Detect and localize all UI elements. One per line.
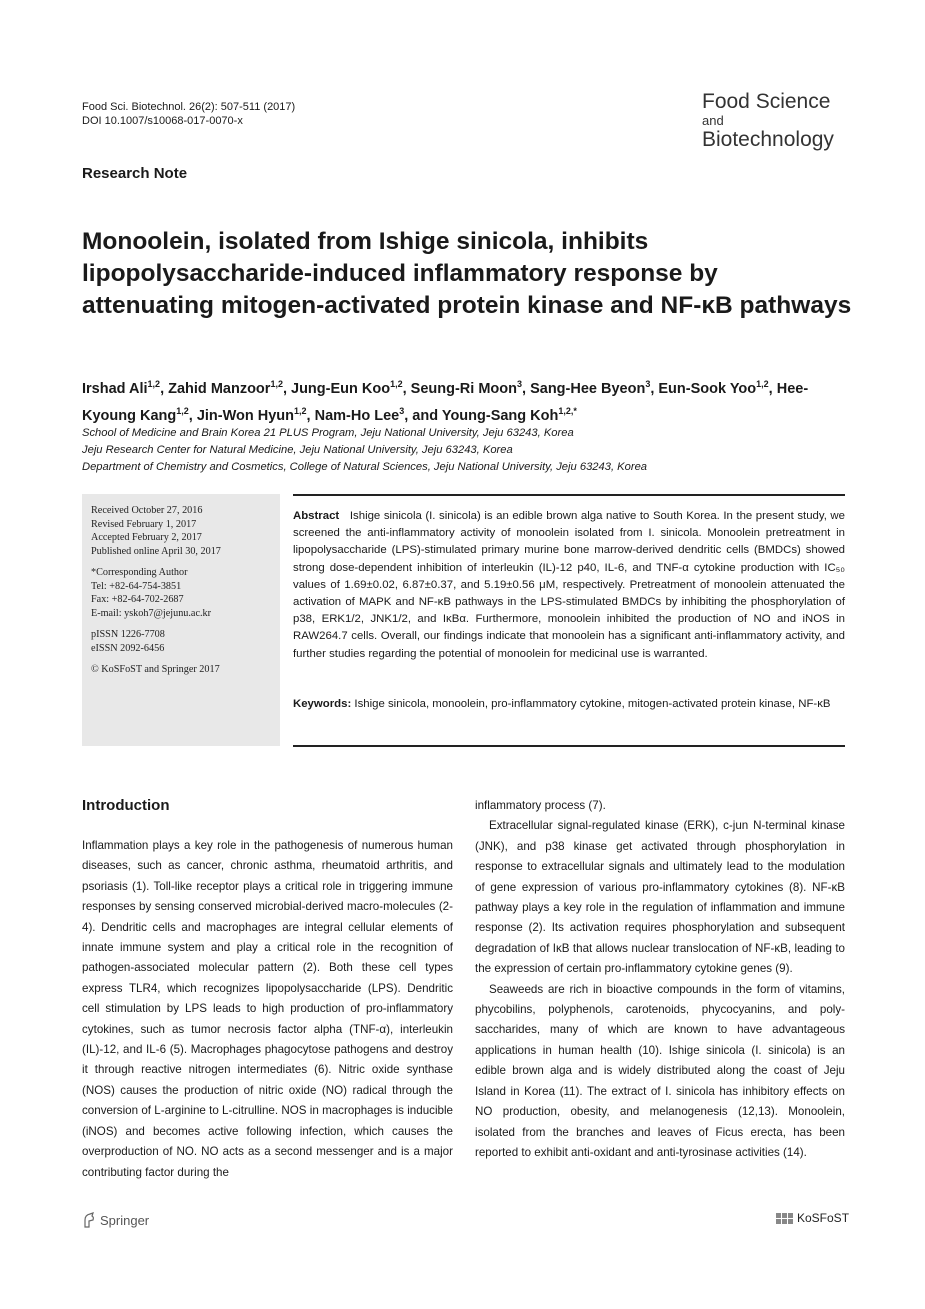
springer-label: Springer	[100, 1212, 150, 1228]
fax: Fax: +82-64-702-2687	[91, 594, 184, 605]
author-name: Jung-Eun Koo	[291, 380, 391, 397]
intro-right-column	[475, 796, 845, 1163]
author-affiliation-mark: 3	[645, 379, 651, 389]
abstract-label: Abstract	[293, 510, 340, 522]
author-name: Irshad Ali	[82, 380, 148, 397]
author-name: Nam-Ho Lee	[314, 407, 400, 424]
author	[411, 381, 522, 397]
author	[314, 405, 405, 424]
author	[291, 381, 403, 397]
author-affiliation-mark: 1,2	[294, 405, 307, 416]
introduction-heading: Introduction	[82, 797, 170, 814]
citation-doi: DOI 10.1007/s10068-017-0070-x	[82, 115, 243, 127]
springer-logo	[82, 1212, 149, 1228]
affiliation-3: Department of Chemistry and Cosmetics, College of Natural Sciences, Jeju National University, Jeju 63243, Korea	[82, 461, 648, 473]
author-list: Irshad Ali$^{1,2}$, Zahid Manzoor$^{1,2}$, Jung-Eun Koo$^{1,2}$, Seung-Ri Moon$^3$, Sang-Hee Byeon$^3$, Eun-Sook Yoo$^{1,2}$, Hee-Kyoung Kang$^{1,2}$, Jin-Won Hyun$^{1,2}$, Nam-Ho Lee$^3$, and Young-Sang Koh$^{1,2,*}$	[82, 379, 809, 424]
kosfost-dots-icon	[776, 1213, 793, 1224]
affiliation-1: School of Medicine and Brain Korea 21 PLUS Program, Jeju National University, Jeju 63243, Korea	[82, 427, 574, 439]
intro-left-column	[82, 836, 453, 1183]
author-affiliation-mark: 1,2	[176, 405, 189, 416]
author-name: Jin-Won Hyun	[196, 407, 295, 424]
author	[530, 381, 650, 397]
copyright: © KoSFoST and Springer 2017	[91, 664, 220, 675]
author-name: Sang-Hee Byeon	[530, 380, 646, 397]
author	[196, 405, 307, 424]
affiliations	[82, 425, 852, 476]
citation-journal: Food Sci. Biotechnol. 26(2): 507-511 (2017)	[82, 101, 296, 113]
author	[168, 381, 283, 397]
kosfost-logo	[776, 1211, 849, 1225]
keywords	[293, 696, 845, 713]
author-affiliation-mark: 1,2,*	[558, 405, 577, 416]
email: E-mail: yskoh7@jejunu.ac.kr	[91, 607, 212, 619]
author-name: Young-Sang Koh	[441, 407, 559, 424]
revised-date: Revised February 1, 2017	[91, 518, 197, 530]
article-info-box	[82, 494, 280, 746]
author-name: Seung-Ri Moon	[410, 380, 517, 397]
section-label: Research Note	[82, 165, 188, 182]
accepted-date: Accepted February 2, 2017	[91, 532, 202, 543]
intro-paragraph-continued: inflammatory process (7).	[475, 799, 606, 812]
corresponding-author-label: *Corresponding Author	[91, 567, 188, 578]
author-name: Hee-Kyoung Kang	[82, 380, 809, 424]
author-name: Zahid Manzoor	[168, 380, 271, 397]
abstract-top-rule	[293, 494, 845, 496]
article-title: Monoolein, isolated from Ishige sinicola, inhibits lipopolysaccharide-induced inflammatory response by attenuating mitogen-activated protein kinase and NF-κB pathways	[82, 228, 852, 319]
author-affiliation-mark: 1,2	[147, 379, 161, 389]
affiliation-2: Jeju Research Center for Natural Medicine, Jeju National University, Jeju 63243, Korea	[82, 444, 513, 456]
intro-paragraph-1: Inflammation plays a key role in the pathogenesis of numerous human diseases, such as cancer, chronic asthma, rheumatoid arthritis, and psoriasis (1). Toll-like receptor plays a critical role in triggering immune responses by sensing conserved microbial-derived macro-molecules (2-4). Dendritic cells and macrophages are integral cellular elements of innate immune system and play a critical role in the recognition of pathogen-associated molecular pattern (2). Both these cell types express TLR4, which recognizes lipopolysaccharide (LPS). Dendritic cell stimulation by LPS leads to high production of pro-inflammatory cytokines, such as tumor necrosis factor alpha (TNF-α), interleukin (IL)-12, and IL-6 (5). Macrophages phagocytose pathogens and destroy it through reactive nitrogen intermediates (6). Nitric oxide synthase (NOS) causes the production of nitric oxide (NO) radical through the conversion of L-arginine to L-citrulline. NOS in macrophages is inducible (iNOS) and becomes active following infection, which causes the overproduction of NO. NO acts as a second messenger and is a major contributing factor during the	[82, 839, 453, 1179]
eissn: eISSN 2092-6456	[91, 642, 165, 654]
intro-paragraph-2: Extracellular signal-regulated kinase (ERK), c-jun N-terminal kinase (JNK), and p38 kinase get activated through phosphorylation in response to extracellular signals and ultimately lead to the modulation of gene expression of various pro-inflammatory cytokines (8). NF-κB pathway plays a key role in the regulation of inflammation and immune response (2). Its activation requires phosphorylation and subsequent degradation of IκB that allows nuclear translocation of NF-κB, leading to the expression of certain pro-inflammatory cytokine genes (9).	[475, 819, 845, 976]
journal-logo-line1: Food Science	[702, 90, 831, 113]
abstract	[293, 508, 845, 663]
author-affiliation-mark: 3	[517, 379, 523, 389]
author	[441, 405, 577, 424]
author	[82, 381, 160, 397]
author	[658, 381, 768, 397]
author-affiliation-mark: 1,2	[756, 379, 769, 389]
author-name: Eun-Sook Yoo	[658, 380, 757, 397]
kosfost-label: KoSFoST	[797, 1211, 850, 1225]
keywords-label: Keywords:	[293, 698, 352, 710]
citation-block	[82, 100, 295, 128]
springer-horse-icon	[82, 1212, 96, 1228]
abstract-bottom-rule	[293, 745, 845, 747]
intro-paragraph-3: Seaweeds are rich in bioactive compounds in the form of vitamins, phycobilins, polyphenols, carotenoids, phycocyanins, and poly-saccharides, many of which are known to have advantageous applications in human health (10). Ishige sinicola (I. sinicola) is an edible brown alga and is widely distributed along the coast of Jeju Island in Korea (11). The extract of I. sinicola has inhibitory effects on NO production, obesity, and melanogenesis (12,13). Monoolein, isolated from the branches and leaves of Ficus erecta, has been reported to exhibit anti-oxidant and anti-tyrosinase activities (14).	[475, 982, 845, 1159]
keywords-text: Ishige sinicola, monoolein, pro-inflammatory cytokine, mitogen-activated protein kinase, NF-κB	[354, 698, 831, 710]
journal-logo-line3: Biotechnology	[702, 128, 834, 151]
author-affiliation-mark: 3	[399, 405, 405, 416]
journal-logo	[702, 90, 852, 152]
author-affiliation-mark: 1,2	[390, 379, 403, 389]
tel: Tel: +82-64-754-3851	[91, 580, 182, 592]
published-date: Published online April 30, 2017	[91, 545, 221, 557]
author-affiliation-mark: 1,2	[270, 379, 283, 389]
received-date: Received October 27, 2016	[91, 505, 203, 516]
pissn: pISSN 1226-7708	[91, 629, 165, 640]
journal-logo-line2: and	[702, 113, 724, 128]
abstract-text: Ishige sinicola (I. sinicola) is an edible brown alga native to South Korea. In the present study, we screened the anti-inflammatory activity of monoolein isolated from I. sinicola. Monoolein pretreatment in lipopolysaccharide (LPS)-stimulated primary murine bone marrow-derived dendritic cells (BMDCs) showed strong dose-dependent inhibition of interleukin (IL)-12 p40, IL-6, and TNF-α cytokine production with IC₅₀ values of 1.69±0.02, 6.87±0.37, and 5.19±0.56 μM, respectively. Pretreatment of monoolein attenuated the activation of MAPK and NF-κB pathways in the LPS-stimulated BMDCs by inhibiting the phosphorylation of p38, ERK1/2, JNK1/2, and IκBα. Furthermore, monoolein inhibited the production of NO and iNOS in RAW264.7 cells. Overall, our findings indicate that monoolein has a significant anti-inflammatory activity, and further studies regarding the potential of monoolein for medicinal use is warranted.	[293, 510, 845, 660]
